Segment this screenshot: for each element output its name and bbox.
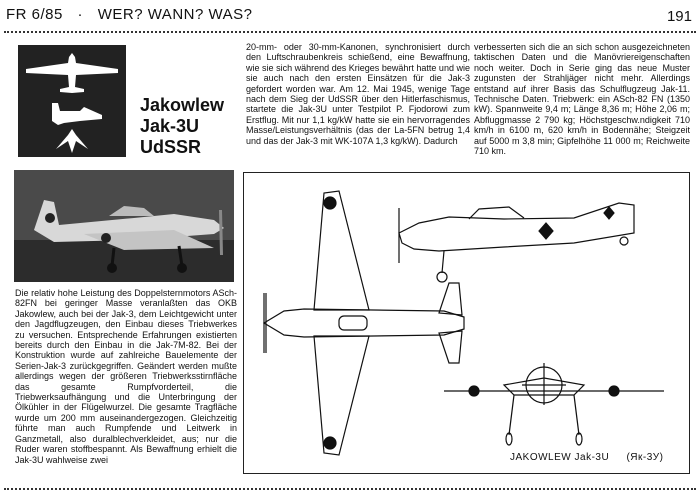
side-view-drawing <box>399 203 634 282</box>
title-line-3: UdSSR <box>140 137 202 157</box>
header-divider <box>4 31 696 33</box>
top-view-drawing <box>264 191 464 455</box>
page-number: 191 <box>666 8 692 25</box>
caption-latin: JAKOWLEW Jak-3U <box>510 452 610 463</box>
caption-cyrillic: (Як-3У) <box>626 452 664 463</box>
three-view-drawing <box>243 172 690 474</box>
front-view-drawing <box>444 363 664 445</box>
title-line-1: Jakowlew <box>140 95 225 115</box>
title-line-2: Jak-3U <box>140 116 200 136</box>
middle-column-text: 20-mm- oder 30-mm-Kanonen, synchronisiert durch den Luftschraubenkreis schießend, eine Bewaffnung, wie sie sich während des Krieges bewährt hatte und wie sie auch nach den ersten Einsätzen für die Jak-3 gefordert worden war. Am 12. Mai 1945, wenige Tage nach dem Sieg der UdSSR über den Hitlerfaschismus, startete die Jak-3U unter Testpilot P. Fjodorowi zum Erstflug. Mit nur 1,1 kg/kW hatte sie ein hervorragendes Masse/Leistungsverhältnis (das der La-5FN betrug 1,4 und das der Jak-3 mit WK-107A 1,3 kg/kW). Dadurch <box>246 42 470 146</box>
drawing-caption <box>510 452 663 463</box>
left-column-text: Die relativ hohe Leistung des Doppelsternmotors ASch-82FN bei geringer Masse veranlaßten das OKB Jakowlew, auch bei der Jak-3, dem Leichtgewicht unter den Jagdflugzeugen, den Einbau dieses Triebwerkes zu versuchen. Entsprechende Erfahrungen existierten bereits durch den Einbau in die Jak-7M-82. Bei der Konstruktion wurde auf zahlreiche Bauelemente der Serien-Jak-3 zurückgegriffen. Geändert werden mußte allerdings wegen der größeren Triebwerksstirnfläche das gesamte Rumpfvorderteil, die Triebwerksaufhängung und die Unterbringung der Ölkühler in der Flügelwurzel. Die gesamte Tragfläche wurde um 200 mm auseinandergezogen. Gleichzeitig führte man auch Rumpfende und Leitwerk in Ganzmetall, also duralblechverkleidet, aus; nur die Ruder waren stoffbespannt. Als Bewaffnung erhielt die Jak-3U wahlweise zwei <box>15 288 237 465</box>
article-title <box>140 95 224 158</box>
section-title: WER? WANN? WAS? <box>97 6 253 23</box>
aircraft-photo <box>14 170 234 282</box>
issue-number: FR 6/85 <box>6 6 63 23</box>
footer-divider <box>4 488 696 490</box>
header-bullet: · <box>77 6 84 23</box>
aircraft-silhouette-icon <box>18 45 126 157</box>
page-header-left <box>6 6 252 23</box>
right-column-text: verbesserten sich die an sich schon ausgezeichneten taktischen Daten und die Manövriereigenschaften noch weiter. Doch in Serie ging das neue Muster zugunsten der Strahljäger nicht mehr. Allerdings entstand auf ihrer Basis das Schulflugzeug Jak-11. Technische Daten. Triebwerk: ein ASch-82 FN (1350 kW). Spannweite 9,4 m; Länge 8,36 m; Höhe 2,06 m; Abfluggmasse 2 790 kg; Höchstgeschw.ndigkeit 710 km/h in 6100 m, 620 km/h in Bodennähe; Steigzeit auf 5000 m 3,8 min; Gipfelhöhe 11 000 m; Reichweite 710 km. <box>474 42 690 157</box>
